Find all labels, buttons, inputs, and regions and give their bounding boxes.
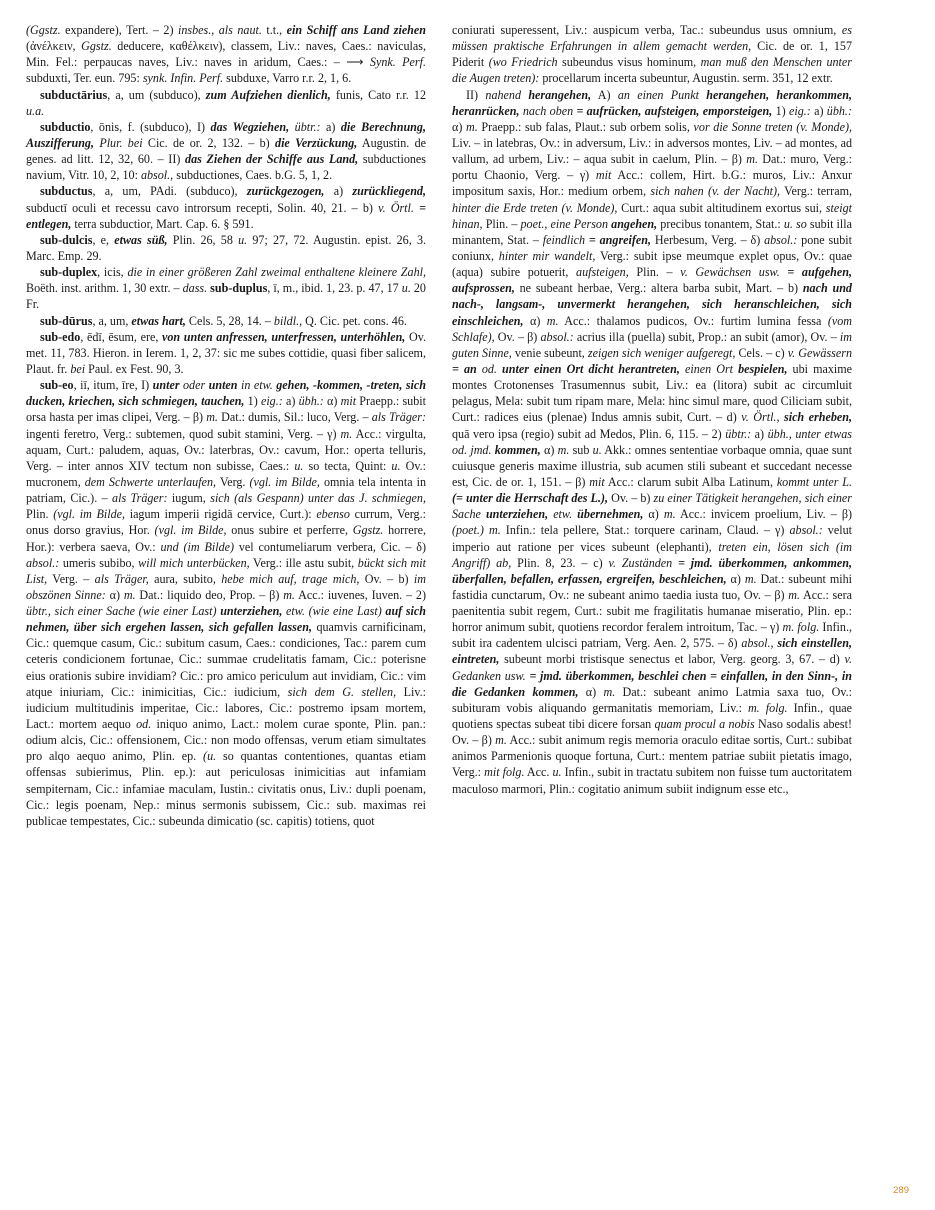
dictionary-entry: sub-duplex, icis, die in einer größeren Zahl zweimal enthaltene kleinere Zahl, Boëth. inst. arithm. 1, 30 extr. – dass. sub-duplus, ī, m., ibid. 1, 23. p. 47, 17 u. 20 Fr. [26, 265, 427, 312]
dictionary-entry: sub-dūrus, a, um, etwas hart, Cels. 5, 28, 14. – bildl., Q. Cic. pet. cons. 46. [40, 313, 407, 328]
dictionary-entry: sub-edo, ēdī, ēsum, ere, von unten anfressen, unterfressen, unterhöhlen, Ov. met. 11, 783. Hieron. in Ierem. 1, 2, 37: sic me subes cottidie, quasi fiber salicem, Plaut. fr. bei Paul. ex Fest. 90, 3. [26, 329, 426, 376]
dictionary-entry: sub-dulcis, e, etwas süß, Plin. 26, 58 u. 97; 27, 72. Augustin. epist. 26, 3. Marc. Emp. 29. [26, 232, 427, 263]
two-column-body [26, 22, 909, 1162]
dictionary-entry: coniurati superessent, Liv.: auspicum verba, Tac.: subeundus usus omnium, es müssen praktische Erfahrungen in allem gemacht werden, Cic. de or. 1, 157 Piderit (wo Friedrich subeundus visus hominum, man muß den Menschen unter die Augen treten): procellarum incerta subeuntur, Augustin. serm. 351, 12 extr. [452, 23, 852, 86]
dictionary-entry: subductus, a, um, PAdi. (subduco), zurückgezogen, a) zurückliegend, subductī oculi et recessu cavo introrsum recepti, Solin. 40, 21. – b) v. Örtl. = entlegen, terra subductior, Mart. Cap. 6. § 591. [26, 184, 427, 231]
right-column [452, 22, 852, 1162]
dictionary-entry: sub-eo, iī, itum, īre, I) unter oder unten in etw. gehen, -kommen, -treten, sich ducken, kriechen, sich schmiegen, tauchen, 1) eig.: a) übh.: α) mit Praepp.: subit orsa hasta per imas clipei, Verg. – β) m. Dat.: dumis, Sil.: luco, Verg. – als Träger: ingenti feretro, Verg.: subtemen, quod subit stamini, Verg. – γ) m. Acc.: virgulta, aquam, Curt.: paludem, aquas, Ov.: laterbras, Ov.: cavum, Hor.: operta telluris, Verg. – inter annos XIV tectum non subisse, Caes.: u. so tecta, Quint: u. Ov.: mucronem, dem Schwerte unterlaufen, Verg. (vgl. im Bilde, omnia tela intenta in patriam, Cic.). – als Träger: iugum, sich (als Gespann) unter das J. schmiegen, Plin. (vgl. im Bilde, iagum imperii rigidā cervice, Curt.): ebenso currum, Verg.: onus dorso gravius, Hor. (vgl. im Bilde, onus subire et perferre, Ggstz. horrere, Hor.): verbera saeva, Ov.: und (im Bilde) vel contumeliarum verbera, Cic. – δ) absol.: umeris subibo, will mich unterbücken, Verg.: ille astu subit, bückt sich mit List, Verg. – als Träger, aura, subito, hebe mich auf, trage mich, Ov. – b) im obszönen Sinne: α) m. Dat.: liquido deo, Prop. – β) m. Acc.: iuvenes, Iuven. – 2) übtr., sich einer Sache (wie einer Last) unterziehen, etw. (wie eine Last) auf sich nehmen, über sich ergehen lassen, sich gefallen lassen, quamvis carnificinam, Cic.: quemque casum, Cic.: subitum casum, Caes.: condiciones, Tac.: parem cum ceteris condicionem fortunae, Cic.: summae crudelitatis famam, Cic.: poterisne eius orationis subire invidiam? Cic.: pro amico periculum aut invidiam, Cic.: vim atque iniuriam, Cic.: inimicitias, Cic.: iudicium, sich dem G. stellen, Liv.: iudicium multitudinis imperitae, Cic.: labores, Cic.: postremo ipsam mortem, Lact.: mortem aequo od. iniquo animo, Lact.: molem curae sponte, Plin. pan.: odium alcis, Cic.: offensionem, Cic.: non modo offensas, verum etiam simultates pro alqo aequo animo, Plin. ep. (u. so quantas contentiones, quantas etiam offensas subierimus, Plin. ep.): aut periculosas inimicitias aut infamiam sempiternam, Cic.: infamiae maculam, Iustin.: civitatis onus, Liv.: dupli poenam, Cic.: legis poenam, Nep.: minus sermonis subissem, Cic.: sub. maximas rei publicae tempestates, Cic.: subeunda dimicatio (sc. capitis) totiens, quot [26, 378, 427, 828]
page-number: 289 [893, 1185, 909, 1196]
dictionary-entry: subductio, ōnis, f. (subduco), I) das Wegziehen, übtr.: a) die Berechnung, Auszifferung, Plur. bei Cic. de or. 2, 132. – b) die Verzückung, Augustin. de genes. ad litt. 12, 32, 60. – II) das Ziehen der Schiffe aus Land, subductiones navium, Vitr. 10, 2, 10: absol., subductiones, Caes. b.G. 5, 1, 2. [26, 119, 426, 183]
dictionary-entry: subductārius, a, um (subduco), zum Aufziehen dienlich, funis, Cato r.r. 12 u.a. [26, 87, 426, 118]
left-column [26, 22, 426, 1162]
dictionary-entry: (Ggstz. expandere), Tert. – 2) insbes., als naut. t.t., ein Schiff ans Land ziehen (ἀνέλκειν, Ggstz. deducere, καθέλκειν), classem, Liv.: naves, Caes.: naviculas, Min. Fel.: perpaucas naves, Liv.: naves in aridum, Caes.: – ⟶ Synk. Perf. subduxti, Ter. eun. 795: synk. Infin. Perf. subduxe, Varro r.r. 2, 1, 6. [26, 23, 427, 86]
dictionary-entry: II) nahend herangehen, A) an einen Punkt herangehen, herankommen, heranrücken, nach oben = aufrücken, aufsteigen, emporsteigen, 1) eig.: a) übh.: α) m. Praepp.: sub falas, Plaut.: sub orbem solis, vor die Sonne treten (v. Monde), Liv. – in latebras, Ov.: in adversum, Liv.: in adversos montes, Liv. – ad montes, ad vallum, ad urbem, Liv.: – aqua subit in caelum, Plin. – β) m. Dat.: muro, Verg.: portu Chaonio, Verg. – γ) mit Acc.: collem, Hirt. b.G.: muros, Liv.: Anxur impositum saxis, Hor.: medium orbem, sich nahen (v. der Nacht), Verg.: terram, hinter die Erde treten (v. Monde), Curt.: aqua subit altitudinem exortus sui, steigt hinan, Plin. – poet., eine Person angehen, precibus tonantem, Stat.: u. so subit illa minantem, Stat. – feindlich = angreifen, Herbesum, Verg. – δ) absol.: pone subit coniunx, hinter mir wandelt, Verg.: subit ipse meumque explet opus, Ov.: quae (aqua) subire potuerit, aufsteigen, Plin. – v. Gewächsen usw. = aufgehen, aufsprossen, ne subeant herbae, Verg.: altera barba subit, Mart. – b) nach und nach-, langsam-, unvermerkt herangehen, sich heranschleichen, sich einschleichen, α) m. Acc.: thalamos pudicos, Ov.: furtim lumina fessa (vom Schlafe), Ov. – β) absol.: acrius illa (puella) subit, Prop.: an subit (amor), Ov. – im guten Sinne, venie subeunt, zeigen sich weniger aufgeregt, Cels. – c) v. Gewässern = an od. unter einen Ort dicht herantreten, einen Ort bespielen, ubi maxime montes Crotonenses Trasumennus subit, Liv.: ea (litora) subit ac circumluit pelagus, Mela: subit tum ripam mare, Mela: hinc simul mare, quod Ciliciam subit, Curt.: radices eius (plenae) Indus amnis subit, Curt. – d) v. Örtl., sich erheben, quā vero ipsa (regio) subit ad Medos, Plin. 6, 115. – 2) übtr.: a) übh., unter etwas od. jmd. kommen, α) m. sub u. Akk.: omnes sententiae vorbaque omnia, quae sunt cuiusque generis maxime illustria, sub acumen stili subeant et succedant necesse est, Cic. de or. 1, 151. – β) mit Acc.: clarum subit Alba Latinum, kommt unter L. (= unter die Herrschaft des L.), Ov. – b) zu einer Tätigkeit herangehen, sich einer Sache unterziehen, etw. übernehmen, α) m. Acc.: invicem proelium, Liv. – β) (poet.) m. Infin.: tela pellere, Stat.: torquere carinam, Claud. – γ) absol.: velut imperio aut ratione per vices subeunt (elephanti), treten ein, lösen sich (im Angriff) ab, Plin. 8, 23. – c) v. Zuständen = jmd. überkommen, ankommen, überfallen, befallen, erfassen, ergreifen, beschleichen, α) m. Dat.: subeunt mihi fastidia cunctarum, Ov.: ne subeant animo taedia iusta tuo, Ov. – β) m. Acc.: sera paenitentia subit regem, Curt.: subit me fragilitatis humanae miseratio, Plin. ep.: horror animum subit, quotiens recordor feralem introitum, Tac. – γ) m. folg. Infin., subit ira cadentem ulcisci patriam, Verg. Aen. 2, 575. – δ) absol., sich einstellen, eintreten, subeunt morbi tristisque senectus et labor, Verg. georg. 3, 67. – d) v. Gedanken usw. = jmd. überkommen, beschlei chen = einfallen, in den Sinn-, in die Gedanken kommen, α) m. Dat.: subeant animo Latmia saxa tuo, Ov.: subituram vobis aliquando germanitatis memoriam, Liv.: m. folg. Infin., quae quotiens spectas subeat tibi dicere forsan quam procul a nobis Naso sodalis abest! Ov. – β) m. Acc.: subit animum regis memoria oraculo editae sortis, Curt.: subibat animos Parmenionis quoque fortuna, Curt.: mentem patriae subiit pietatis imago, Verg.: mit folg. Acc. u. Infin., subit in tractatu subitem non fuisse tum auctoritatem maculoso marmori, Plin.: cogitatio animum subiit indignum esse etc., [452, 87, 853, 796]
